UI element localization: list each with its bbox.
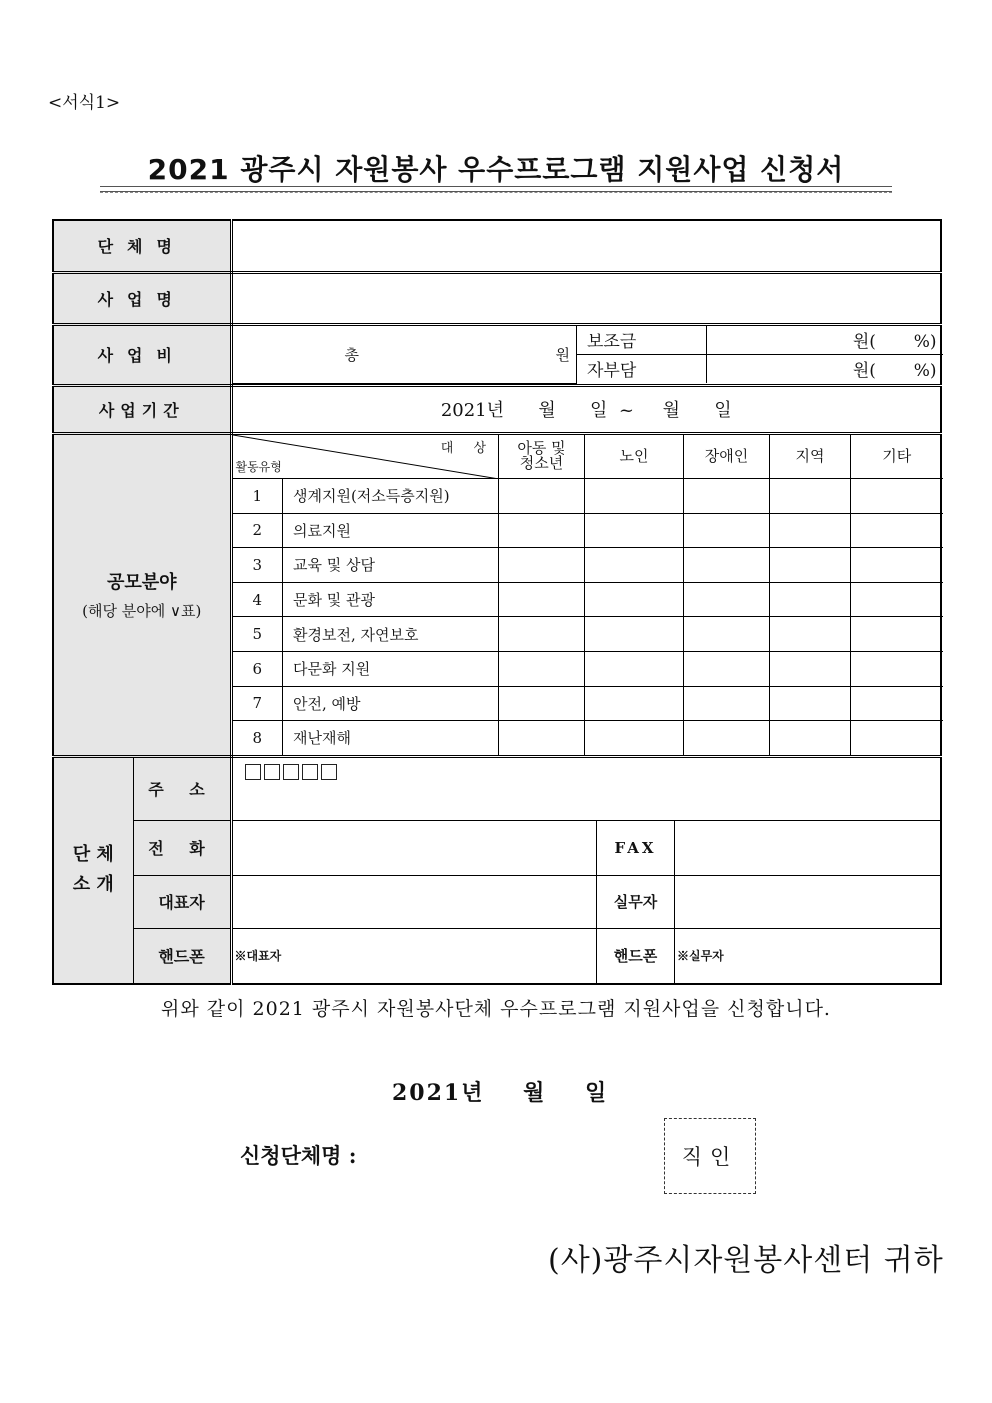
target-header-community: 지역: [770, 435, 851, 479]
check-cell[interactable]: [585, 651, 684, 686]
field-row-number: 3: [233, 548, 283, 583]
self-burden-field[interactable]: 원( %): [707, 354, 943, 383]
field-row-name: 다문화 지원: [283, 651, 499, 686]
check-cell[interactable]: [684, 479, 770, 514]
field-row: [233, 686, 943, 721]
self-burden-label: 자부담: [577, 354, 707, 383]
mobile-row: [231, 928, 941, 984]
check-cell[interactable]: [851, 479, 943, 514]
check-cell[interactable]: [770, 582, 851, 617]
address-label: 주 소: [133, 756, 231, 820]
target-header-youth: 아동 및 청소년: [499, 435, 585, 479]
fax-label: FAX: [597, 821, 675, 875]
project-name-label: 사업명: [53, 272, 231, 324]
check-cell[interactable]: [851, 513, 943, 548]
field-row-number: 4: [233, 582, 283, 617]
check-cell[interactable]: [851, 548, 943, 583]
rep-field[interactable]: [233, 876, 597, 928]
check-cell[interactable]: [770, 651, 851, 686]
check-cell[interactable]: [770, 686, 851, 721]
mobile-label-staff: 핸드폰: [597, 929, 675, 983]
seal-text: 직인: [681, 1145, 739, 1169]
application-form-table: [52, 219, 942, 985]
target-header-other: 기타: [851, 435, 943, 479]
field-row-number: 2: [233, 513, 283, 548]
check-cell[interactable]: [499, 548, 585, 583]
field-row-name: 교육 및 상담: [283, 548, 499, 583]
application-statement: 위와 같이 2021 광주시 자원봉사단체 우수프로그램 지원사업을 신청합니다.: [161, 998, 831, 1020]
check-cell[interactable]: [585, 617, 684, 652]
project-name-field[interactable]: [231, 272, 941, 324]
check-cell[interactable]: [585, 686, 684, 721]
seal-box: [664, 1118, 756, 1194]
target-header-elderly: 노인: [585, 435, 684, 479]
field-sublabel: (해당 분야에 ∨표): [82, 602, 202, 620]
phone-row: [231, 820, 941, 875]
recipient: (사)광주시자원봉사센터 귀하: [548, 1243, 944, 1278]
title-underline-dashed: [100, 192, 892, 193]
field-label: 공모분야: [106, 572, 177, 593]
period-label: 사업기간: [53, 385, 231, 433]
budget-total-field[interactable]: [233, 326, 577, 384]
field-row: [233, 617, 943, 652]
budget-label: 사업비: [53, 324, 231, 385]
rep-label: 대표자: [133, 875, 231, 928]
check-cell[interactable]: [499, 513, 585, 548]
budget-total-unit: 원: [555, 345, 570, 364]
staff-field[interactable]: [675, 876, 943, 928]
postal-code-boxes: [245, 764, 340, 783]
check-cell[interactable]: [684, 686, 770, 721]
diagonal-header: [233, 435, 499, 479]
check-cell[interactable]: [684, 721, 770, 755]
check-cell[interactable]: [499, 686, 585, 721]
field-grid-cell: [231, 433, 941, 756]
field-row-name: 생계지원(저소득층지원): [283, 479, 499, 514]
field-grid: [233, 435, 943, 755]
form-number-label: <서식1>: [48, 93, 121, 113]
check-cell[interactable]: [585, 479, 684, 514]
staff-label: 실무자: [597, 876, 675, 928]
check-cell[interactable]: [499, 651, 585, 686]
intro-label-line1: 단 체: [72, 844, 114, 865]
check-cell[interactable]: [585, 582, 684, 617]
check-cell[interactable]: [499, 479, 585, 514]
check-cell[interactable]: [684, 651, 770, 686]
org-name-field[interactable]: [231, 220, 941, 272]
target-header-disabled: 장애인: [684, 435, 770, 479]
check-cell[interactable]: [770, 617, 851, 652]
budget-cell: [231, 324, 941, 385]
org-name-label: 단체명: [53, 220, 231, 272]
check-cell[interactable]: [770, 479, 851, 514]
check-cell[interactable]: [684, 548, 770, 583]
diag-target-label: 대 상: [440, 440, 494, 456]
page-title: 2021 광주시 자원봉사 우수프로그램 지원사업 신청서: [147, 153, 845, 186]
mobile-label: 핸드폰: [133, 928, 231, 984]
check-cell[interactable]: [684, 582, 770, 617]
address-field[interactable]: [231, 756, 941, 820]
check-cell[interactable]: [851, 721, 943, 755]
mobile-rep-note: ※대표자: [234, 949, 282, 963]
field-row-number: 1: [233, 479, 283, 514]
application-date: 2021년 월 일: [392, 1080, 609, 1106]
applicant-label: 신청단체명 :: [240, 1143, 357, 1168]
subsidy-label: 보조금: [577, 326, 707, 355]
check-cell[interactable]: [585, 513, 684, 548]
phone-field[interactable]: [233, 821, 597, 875]
check-cell[interactable]: [684, 617, 770, 652]
mobile-staff-field[interactable]: [675, 929, 943, 983]
field-row: [233, 651, 943, 686]
check-cell[interactable]: [684, 513, 770, 548]
check-cell[interactable]: [770, 513, 851, 548]
field-row-number: 6: [233, 651, 283, 686]
check-cell[interactable]: [770, 548, 851, 583]
check-cell[interactable]: [585, 721, 684, 755]
phone-label: 전 화: [133, 820, 231, 875]
field-row-name: 의료지원: [283, 513, 499, 548]
diag-activity-label: 활동유형: [235, 460, 282, 474]
check-cell[interactable]: [499, 721, 585, 755]
rep-row: [231, 875, 941, 928]
mobile-rep-field[interactable]: [233, 929, 597, 983]
mobile-staff-note: ※실무자: [677, 949, 724, 963]
check-cell[interactable]: [851, 651, 943, 686]
field-row-name: 재난재해: [283, 721, 499, 755]
field-row-name: 안전, 예방: [283, 686, 499, 721]
check-cell[interactable]: [499, 617, 585, 652]
field-row: [233, 479, 943, 514]
field-row: [233, 513, 943, 548]
field-row-number: 7: [233, 686, 283, 721]
budget-total-prefix: 총: [344, 345, 359, 364]
check-cell[interactable]: [851, 582, 943, 617]
field-label-cell: [53, 433, 231, 756]
check-cell[interactable]: [499, 582, 585, 617]
check-cell[interactable]: [585, 548, 684, 583]
field-row-name: 환경보전, 자연보호: [283, 617, 499, 652]
check-cell[interactable]: [770, 721, 851, 755]
period-field[interactable]: 2021년 월 일 ~ 월 일: [231, 385, 941, 433]
check-cell[interactable]: [851, 686, 943, 721]
intro-label-line2: 소 개: [72, 874, 114, 895]
fax-field[interactable]: [675, 821, 943, 875]
field-row: [233, 582, 943, 617]
subsidy-field[interactable]: 원( %): [707, 326, 943, 355]
field-row-number: 5: [233, 617, 283, 652]
field-row-name: 문화 및 관광: [283, 582, 499, 617]
field-row: [233, 721, 943, 755]
field-row-number: 8: [233, 721, 283, 755]
field-row: [233, 548, 943, 583]
intro-label: [53, 756, 133, 984]
check-cell[interactable]: [851, 617, 943, 652]
